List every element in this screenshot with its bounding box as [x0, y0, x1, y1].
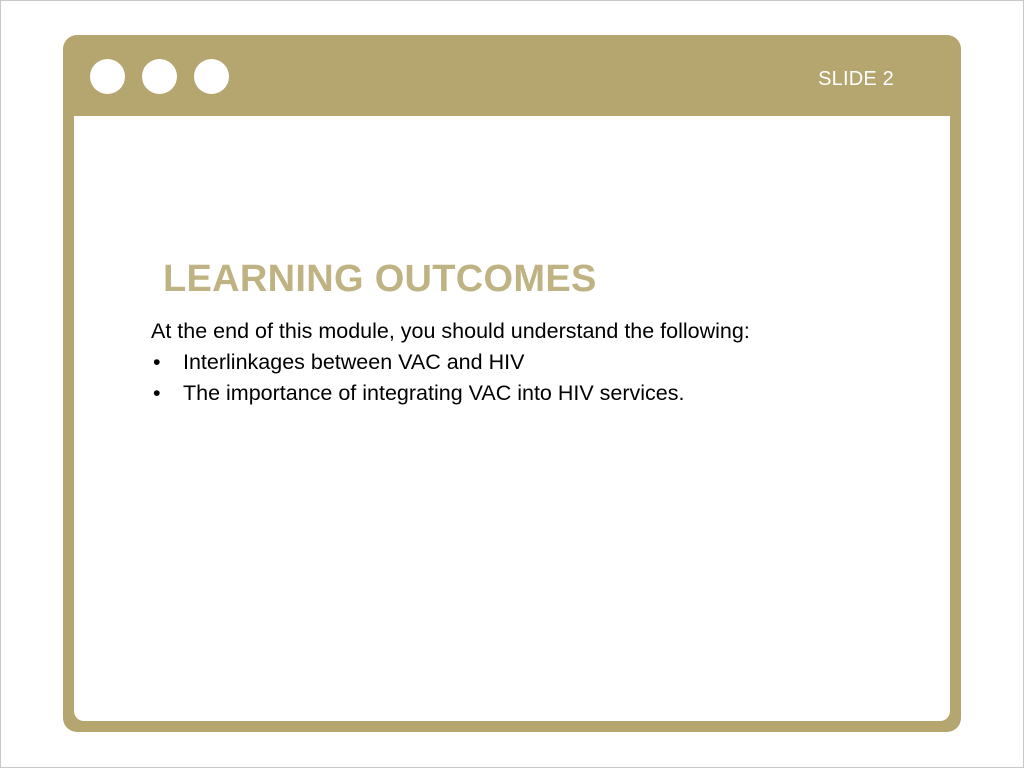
- slide-title: LEARNING OUTCOMES: [163, 258, 597, 300]
- list-item-text: The importance of integrating VAC into HIV services.: [183, 381, 685, 405]
- window-content: [74, 116, 950, 721]
- bullet-icon: •: [153, 381, 161, 405]
- window-control-dot-icon: [142, 59, 177, 94]
- list-item: [151, 347, 911, 378]
- list-item-text: Interlinkages between VAC and HIV: [183, 350, 525, 374]
- bullet-icon: •: [153, 350, 161, 374]
- list-item: [151, 378, 911, 409]
- window-control-dot-icon: [194, 59, 229, 94]
- outcomes-list: [151, 347, 911, 409]
- slide-number-label: SLIDE 2: [818, 68, 894, 90]
- window-control-dot-icon: [90, 59, 125, 94]
- intro-text: At the end of this module, you should understand the following:: [151, 319, 750, 343]
- slide-body: [151, 316, 911, 409]
